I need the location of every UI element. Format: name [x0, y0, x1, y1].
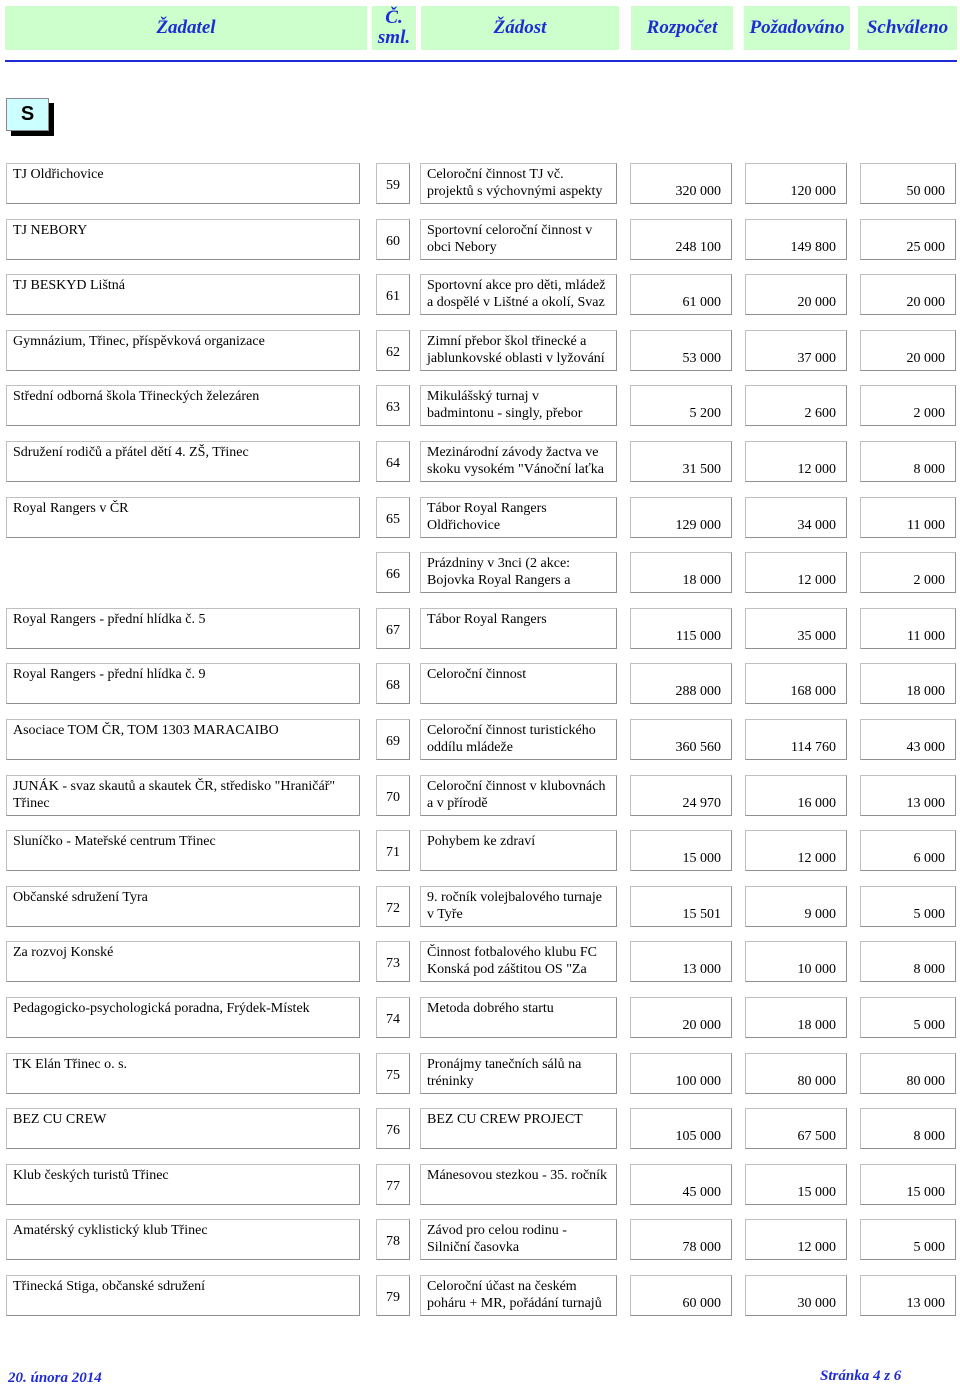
- request-description-line1: Pronájmy tanečních sálů na: [427, 1056, 582, 1072]
- request-description: [420, 886, 617, 927]
- budget-value: 360 560: [630, 719, 732, 760]
- table-row: [0, 497, 960, 553]
- request-description-line1: Celoroční účast na českém: [427, 1278, 577, 1294]
- applicant-name-text: Sdružení rodičů a přátel dětí 4. ZŠ, Třinec: [13, 444, 249, 460]
- approved-value: 5 000: [860, 886, 956, 927]
- budget-value: 288 000: [630, 663, 732, 704]
- request-description-line2: Oldřichovice: [427, 517, 501, 533]
- requested-value: 37 000: [745, 330, 847, 371]
- footer-date: 20. února 2014: [8, 1370, 102, 1386]
- table-row: [0, 1219, 960, 1275]
- request-description-line1: Mezinárodní závody žactva ve: [427, 444, 599, 460]
- budget-value: 24 970: [630, 775, 732, 816]
- applicant-name-text: Střední odborná škola Třineckých železáren: [13, 389, 260, 405]
- applicant-name-text: Royal Rangers - přední hlídka č. 5: [13, 611, 206, 627]
- contract-number: 77: [376, 1164, 410, 1205]
- applicant-name: [6, 1275, 360, 1316]
- request-description: [420, 1164, 617, 1205]
- request-description: [420, 997, 617, 1038]
- contract-number: 73: [376, 941, 410, 982]
- approved-value: 5 000: [860, 1219, 956, 1260]
- requested-value: 67 500: [745, 1108, 847, 1149]
- requested-value: 9 000: [745, 886, 847, 927]
- grant-table: [0, 163, 960, 1330]
- approved-value: 11 000: [860, 608, 956, 649]
- table-row: [0, 608, 960, 664]
- header-pozadovano: [744, 6, 850, 50]
- table-row: [0, 330, 960, 386]
- contract-number: 60: [376, 219, 410, 260]
- contract-number: 72: [376, 886, 410, 927]
- applicant-name-text: Amatérský cyklistický klub Třinec: [13, 1223, 208, 1239]
- budget-value: 248 100: [630, 219, 732, 260]
- request-description-line1: Tábor Royal Rangers: [427, 611, 547, 627]
- contract-number: 79: [376, 1275, 410, 1316]
- header-cislo-line1: Č.: [385, 7, 403, 28]
- header-schvaleno-label: Schváleno: [866, 17, 949, 38]
- header-rozpocet: [631, 6, 733, 50]
- budget-value: 320 000: [630, 163, 732, 204]
- applicant-name-text: Sluníčko - Mateřské centrum Třinec: [13, 834, 216, 850]
- table-row: [0, 274, 960, 330]
- requested-value: 20 000: [745, 274, 847, 315]
- requested-value: 120 000: [745, 163, 847, 204]
- budget-value: 61 000: [630, 274, 732, 315]
- applicant-name: [6, 886, 360, 927]
- request-description-line1: Celoroční činnost: [427, 667, 527, 683]
- request-description: [420, 1053, 617, 1094]
- requested-value: 149 800: [745, 219, 847, 260]
- table-row: [0, 163, 960, 219]
- approved-value: 18 000: [860, 663, 956, 704]
- request-description: [420, 1275, 617, 1316]
- request-description: [420, 163, 617, 204]
- requested-value: 80 000: [745, 1053, 847, 1094]
- request-description-line1: Závod pro celou rodinu -: [427, 1223, 567, 1239]
- request-description-line2: a v přírodě: [427, 795, 488, 811]
- requested-value: 16 000: [745, 775, 847, 816]
- contract-number: 64: [376, 441, 410, 482]
- budget-value: 5 200: [630, 385, 732, 426]
- applicant-name: [6, 830, 360, 871]
- requested-value: 168 000: [745, 663, 847, 704]
- table-row: [0, 830, 960, 886]
- approved-value: 50 000: [860, 163, 956, 204]
- budget-value: 78 000: [630, 1219, 732, 1260]
- request-description: [420, 274, 617, 315]
- request-description: [420, 830, 617, 871]
- applicant-name: [6, 441, 360, 482]
- contract-number: 67: [376, 608, 410, 649]
- applicant-name: [6, 1219, 360, 1260]
- approved-value: 80 000: [860, 1053, 956, 1094]
- budget-value: 45 000: [630, 1164, 732, 1205]
- budget-value: 105 000: [630, 1108, 732, 1149]
- budget-value: 100 000: [630, 1053, 732, 1094]
- request-description: [420, 385, 617, 426]
- applicant-name: [6, 608, 360, 649]
- approved-value: 20 000: [860, 330, 956, 371]
- request-description-line2: Konská pod záštitou OS "Za: [427, 962, 587, 978]
- budget-value: 15 501: [630, 886, 732, 927]
- request-description-line1: Celoroční činnost v klubovnách: [427, 778, 606, 794]
- header-pozadovano-label: Požadováno: [749, 17, 845, 38]
- requested-value: 12 000: [745, 441, 847, 482]
- applicant-name-text: TJ NEBORY: [13, 222, 88, 238]
- request-description-line2: tréninky: [427, 1073, 474, 1089]
- approved-value: 13 000: [860, 775, 956, 816]
- applicant-name-text: BEZ CU CREW: [13, 1112, 107, 1128]
- request-description-line1: Celoroční činnost TJ vč.: [427, 167, 564, 182]
- approved-value: 2 000: [860, 385, 956, 426]
- contract-number: 78: [376, 1219, 410, 1260]
- requested-value: 2 600: [745, 385, 847, 426]
- approved-value: 13 000: [860, 1275, 956, 1316]
- applicant-name-text: Gymnázium, Třinec, příspěvková organizace: [13, 333, 265, 349]
- header-zadost-label: Žádost: [493, 17, 547, 38]
- request-description: [420, 719, 617, 760]
- contract-number: 68: [376, 663, 410, 704]
- requested-value: 34 000: [745, 497, 847, 538]
- applicant-name-text: TK Elán Třinec o. s.: [13, 1056, 128, 1072]
- budget-value: 31 500: [630, 441, 732, 482]
- header-cislo-line2: sml.: [377, 27, 411, 48]
- requested-value: 12 000: [745, 830, 847, 871]
- table-row: [0, 1164, 960, 1220]
- contract-number: 66: [376, 552, 410, 593]
- approved-value: 8 000: [860, 1108, 956, 1149]
- applicant-name-text: Royal Rangers v ČR: [13, 500, 129, 516]
- requested-value: 114 760: [745, 719, 847, 760]
- requested-value: 10 000: [745, 941, 847, 982]
- table-row: [0, 441, 960, 497]
- table-row: [0, 385, 960, 441]
- request-description-line1: Mánesovou stezkou - 35. ročník: [427, 1167, 608, 1183]
- request-description-line2: a dospělé v Lištné a okolí, Svaz: [427, 295, 605, 311]
- applicant-name: [6, 163, 360, 204]
- approved-value: 25 000: [860, 219, 956, 260]
- contract-number: 61: [376, 274, 410, 315]
- request-description: [420, 330, 617, 371]
- request-description-line1: Prázdniny v 3nci (2 akce:: [427, 556, 571, 572]
- table-row: [0, 663, 960, 719]
- table-row: [0, 1053, 960, 1109]
- applicant-name-text: Klub českých turistů Třinec: [13, 1167, 169, 1183]
- approved-value: 5 000: [860, 997, 956, 1038]
- table-row: [0, 1275, 960, 1331]
- requested-value: 15 000: [745, 1164, 847, 1205]
- request-description-line2: projektů s výchovnými aspekty: [427, 184, 603, 199]
- contract-number: 65: [376, 497, 410, 538]
- request-description-line1: Sportovní akce pro děti, mládež: [427, 278, 606, 294]
- applicant-name: [6, 330, 360, 371]
- approved-value: 8 000: [860, 941, 956, 982]
- request-description-line1: Sportovní celoroční činnost v: [427, 222, 593, 238]
- request-description: [420, 497, 617, 538]
- request-description-line1: Tábor Royal Rangers: [427, 500, 547, 516]
- budget-value: 18 000: [630, 552, 732, 593]
- contract-number: 71: [376, 830, 410, 871]
- table-row: [0, 941, 960, 997]
- table-row: [0, 997, 960, 1053]
- request-description-line1: Mikulášský turnaj v: [427, 389, 539, 405]
- contract-number: 59: [376, 163, 410, 204]
- contract-number: 69: [376, 719, 410, 760]
- contract-number: 75: [376, 1053, 410, 1094]
- request-description-line2: skoku vysokém "Vánoční laťka: [427, 461, 604, 477]
- applicant-name: [6, 719, 360, 760]
- table-row: [0, 886, 960, 942]
- applicant-name-text: JUNÁK - svaz skautů a skautek ČR, středisko "Hraničář": [13, 778, 336, 794]
- requested-value: 30 000: [745, 1275, 847, 1316]
- request-description: [420, 1219, 617, 1260]
- request-description-line1: Celoroční činnost turistického: [427, 722, 596, 738]
- applicant-name: [6, 497, 360, 538]
- request-description-line1: Pohybem ke zdraví: [427, 834, 536, 850]
- table-row: [0, 552, 960, 608]
- applicant-name-text: Royal Rangers - přední hlídka č. 9: [13, 667, 206, 683]
- request-description-line2: oddílu mládeže: [427, 739, 513, 755]
- applicant-name-text: Občanské sdružení Tyra: [13, 889, 148, 905]
- budget-value: 129 000: [630, 497, 732, 538]
- budget-value: 15 000: [630, 830, 732, 871]
- request-description-line2: Bojovka Royal Rangers a: [427, 573, 571, 589]
- applicant-name-text-line2: Třinec: [13, 795, 50, 811]
- header-zadost: [421, 6, 619, 50]
- header-zadatel: [5, 6, 367, 50]
- request-description-line1: Zimní přebor škol třinecké a: [427, 333, 587, 349]
- applicant-name-text: Za rozvoj Konské: [13, 945, 114, 961]
- request-description: [420, 663, 617, 704]
- request-description-line2: poháru + MR, pořádání turnajů: [427, 1295, 602, 1311]
- request-description: [420, 219, 617, 260]
- approved-value: 11 000: [860, 497, 956, 538]
- approved-value: 2 000: [860, 552, 956, 593]
- table-row: [0, 775, 960, 831]
- request-description-line2: v Tyře: [427, 906, 463, 922]
- header-divider: [5, 60, 957, 62]
- section-letter: S: [6, 98, 49, 131]
- applicant-name-text: Třinecká Stiga, občanské sdružení: [13, 1278, 206, 1294]
- contract-number: 76: [376, 1108, 410, 1149]
- contract-number: 74: [376, 997, 410, 1038]
- applicant-name: [6, 941, 360, 982]
- contract-number: 63: [376, 385, 410, 426]
- request-description: [420, 941, 617, 982]
- request-description-line2: obci Nebory: [427, 239, 497, 255]
- requested-value: 35 000: [745, 608, 847, 649]
- applicant-name: [6, 997, 360, 1038]
- table-row: [0, 719, 960, 775]
- request-description: [420, 552, 617, 593]
- header-schvaleno: [858, 6, 957, 50]
- applicant-name: [6, 1108, 360, 1149]
- approved-value: 6 000: [860, 830, 956, 871]
- header-cislo-smlouvy: [372, 6, 416, 50]
- approved-value: 20 000: [860, 274, 956, 315]
- budget-value: 115 000: [630, 608, 732, 649]
- budget-value: 20 000: [630, 997, 732, 1038]
- contract-number: 70: [376, 775, 410, 816]
- header-zadatel-label: Žadatel: [156, 17, 216, 38]
- request-description-line2: Silniční časovka: [427, 1240, 520, 1256]
- applicant-name: [6, 385, 360, 426]
- applicant-name-text: TJ BESKYD Lištná: [13, 278, 125, 294]
- request-description-line1: Činnost fotbalového klubu FC: [427, 945, 597, 961]
- applicant-name: [6, 1053, 360, 1094]
- applicant-name: [6, 274, 360, 315]
- table-row: [0, 219, 960, 275]
- requested-value: 18 000: [745, 997, 847, 1038]
- approved-value: 43 000: [860, 719, 956, 760]
- request-description-line1: BEZ CU CREW PROJECT: [427, 1112, 583, 1128]
- request-description-line2: jablunkovské oblasti v lyžování: [427, 350, 605, 366]
- approved-value: 8 000: [860, 441, 956, 482]
- footer-page-number: Stránka 4 z 6: [820, 1368, 902, 1384]
- request-description-line1: 9. ročník volejbalového turnaje: [427, 889, 602, 905]
- contract-number: 62: [376, 330, 410, 371]
- table-row: [0, 1108, 960, 1164]
- budget-value: 60 000: [630, 1275, 732, 1316]
- applicant-name: [6, 775, 360, 816]
- applicant-name-text: Pedagogicko-psychologická poradna, Frýdek-Místek: [13, 1000, 310, 1016]
- request-description-line1: Metoda dobrého startu: [427, 1000, 554, 1016]
- requested-value: 12 000: [745, 1219, 847, 1260]
- approved-value: 15 000: [860, 1164, 956, 1205]
- request-description: [420, 608, 617, 649]
- applicant-name: [6, 1164, 360, 1205]
- request-description: [420, 775, 617, 816]
- applicant-name-text: TJ Oldřichovice: [13, 167, 104, 182]
- budget-value: 53 000: [630, 330, 732, 371]
- request-description-line2: badmintonu - singly, přebor: [427, 406, 583, 422]
- request-description: [420, 441, 617, 482]
- budget-value: 13 000: [630, 941, 732, 982]
- request-description: [420, 1108, 617, 1149]
- requested-value: 12 000: [745, 552, 847, 593]
- applicant-name-text: Asociace TOM ČR, TOM 1303 MARACAIBO: [13, 722, 279, 738]
- applicant-name: [6, 663, 360, 704]
- header-rozpocet-label: Rozpočet: [646, 17, 718, 38]
- applicant-name: [6, 219, 360, 260]
